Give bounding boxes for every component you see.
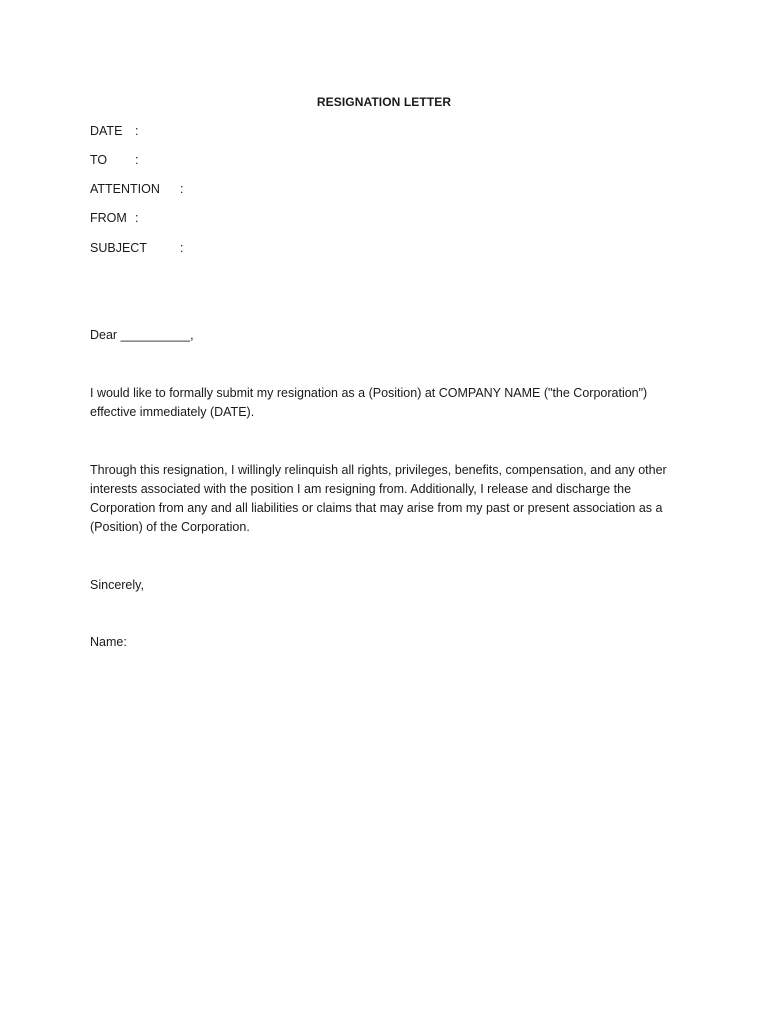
header-label-from: FROM xyxy=(90,211,127,225)
header-colon-from: : xyxy=(135,211,139,225)
header-colon-to: : xyxy=(135,153,139,167)
closing: Sincerely, xyxy=(90,578,144,592)
letter-title: RESIGNATION LETTER xyxy=(316,95,452,109)
header-colon-subject: : xyxy=(180,241,184,255)
header-colon-attention: : xyxy=(180,182,184,196)
salutation: Dear __________, xyxy=(90,328,194,342)
header-label-date: DATE xyxy=(90,124,123,138)
name-label: Name: xyxy=(90,635,127,649)
paragraph-release-of-claims: Through this resignation, I willingly relinquish all rights, privileges, benefits, compensation, and any other interests associated with the position I am resigning from. Additionally, I release and discharge the Corporation from any and all liabilities or claims that may arise from my past or present association as a (Position) of the Corporation. xyxy=(90,463,667,534)
header-label-to: TO xyxy=(90,153,108,167)
header-label-attention: ATTENTION xyxy=(90,182,160,196)
header-colon-date: : xyxy=(135,124,139,138)
header-label-subject: SUBJECT xyxy=(90,241,147,255)
paragraph-position-resignation: I would like to formally submit my resignation as a (Position) at COMPANY NAME ("the Corporation") effective immediately (DATE). xyxy=(90,386,648,419)
